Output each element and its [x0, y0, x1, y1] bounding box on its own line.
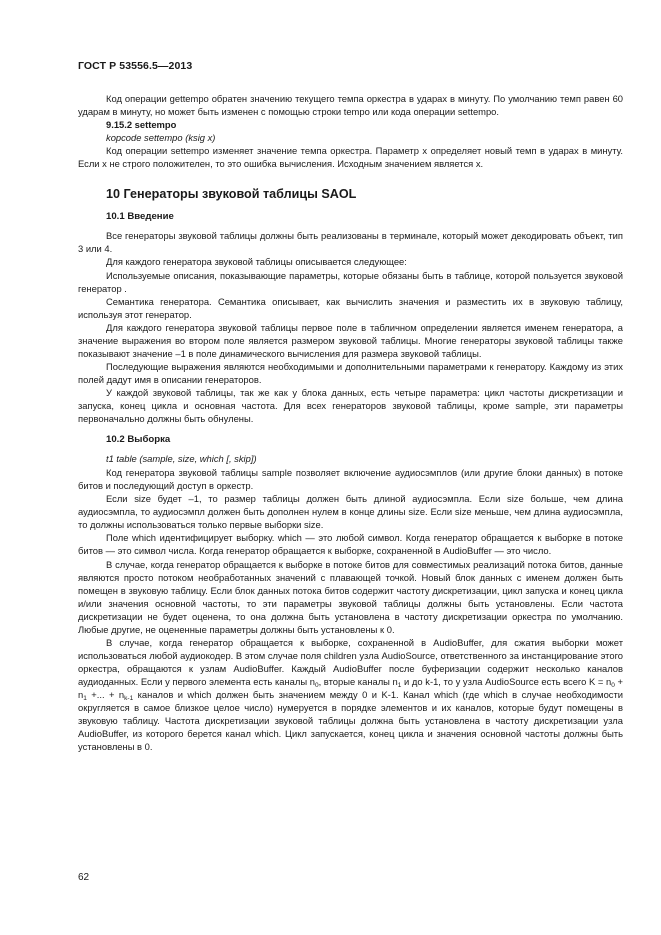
document-header: ГОСТ Р 53556.5—2013 [78, 60, 193, 72]
text-run: +... + n [86, 688, 125, 700]
paragraph: Для каждого генератора звуковой таблицы описывается следующее: [106, 256, 407, 268]
paragraph: Если size будет –1, то размер таблицы должен быть длиной аудиосэмпла. Если size больше, чем длина аудиосэмпла, то аудиосэмпл должен быть дополнен нулем в конце длины size. Если size меньше, чем длина аудиосэмпла, то должны использоваться только первые выборки size. [78, 493, 623, 531]
paragraph-gettempo: Код операции gettempo обратен значению текущего темпа оркестра в ударах в минуту. По умолчанию темп равен 60 ударам в минуту, но может быть изменен с помощью строки tempo или кода операции settempo. [78, 93, 623, 118]
text-run: , вторые каналы n [318, 675, 398, 687]
paragraph: Поле which идентифицирует выборку. which — это любой символ. Когда генератор обращается к выборке в потоке битов — это символ числа. Когда генератор обращается к выборке, сохраненной в AudioBuffer — это число. [78, 532, 623, 557]
subscript: 1 [83, 694, 87, 702]
page-number: 62 [78, 872, 90, 883]
subsection-heading-10-1: 10.1 Введение [106, 211, 174, 223]
paragraph: Все генераторы звуковой таблицы должны быть реализованы в терминале, который может декодировать объект, тип 3 или 4. [78, 230, 623, 255]
paragraph-audiobuffer [78, 636, 623, 753]
text-run: каналов и which должен быть значением между 0 и K-1. Канал which (где which в случае необходимости округляется в самое близкое целое число) нумеруется в порядке элементов и их каналов, которые будут помещены в звуковую таблицу. Частота дискретизации звуковой таблицы должна быть установлена в частоту дискретизации узла AudioBuffer, из которого берется канал which. Цикл запускается, конец цикла и значения основной частоты должны быть установлены в 0. [78, 688, 623, 753]
subscript: k-1 [124, 694, 134, 702]
document-body [78, 92, 623, 753]
section-heading-10: 10 Генераторы звуковой таблицы SAOL [106, 187, 357, 202]
paragraph: У каждой звуковой таблицы, так же как у блока данных, есть четыре параметра: цикл частоты дискретизации и запуска, конец цикла и основная частота. Для всех генераторов звуковой таблицы, кроме sample, эти параметры первоначально должны быть обнулены. [78, 386, 623, 425]
subscript: 1 [397, 681, 402, 689]
paragraph: Семантика генератора. Семантика описывает, как вычислить значения и разместить их в звуковую таблицу, используя этот генератор. [78, 295, 623, 320]
opcode-signature: kopcode settempo (ksig x) [106, 132, 216, 144]
subscript: 0 [314, 681, 319, 689]
subscript: 0 [611, 681, 615, 689]
paragraph-settempo: Код операции settempo изменяет значение темпа оркестра. Параметр x определяет новый темп в ударах в минуту. Если x не строго положителен, то это ошибка вычисления. Исходным значением является x. [78, 145, 623, 170]
paragraph: Для каждого генератора звуковой таблицы первое поле в табличном определении является именем генератора, а значение выражения во втором поле является размером звуковой таблицы. Многие генераторы звуковой таблицы также показывают значение –1 в поле динамического вычисления для размера звуковой таблицы. [78, 321, 623, 359]
paragraph: В случае, когда генератор обращается к выборке в потоке битов для совместимых реализаций потока битов, данные являются просто потоком необработанных значений с плавающей точкой. Новый блок данных с именем должен быть помещен в звуковую таблицу. Если блок данных потока битов содержит частоту дискретизации, цикл запуска и конец цикла и/или значения основной частоты, то эти параметры звуковой таблицы должны быть установлены. Если частота дискретизации не будет оценена, то она должна быть установлена в частоту дискретизации оркестра по умолчанию. Любые другие, не оцененные параметры должны быть установлены к 0. [78, 558, 623, 635]
paragraph: Последующие выражения являются необходимыми и дополнительными параметрами к генератору. Каждому из этих полей дадут имя в описании генераторов. [78, 360, 623, 385]
paragraph: Используемые описания, показывающие параметры, которые обязаны быть в таблице, которой пользуется звуковой генератор . [78, 269, 623, 294]
subsection-heading-10-2: 10.2 Выборка [106, 434, 171, 446]
table-signature: t1 table (sample, size, which [, skip]) [106, 453, 257, 465]
paragraph: Код генератора звуковой таблицы sample позволяет включение аудиосэмплов (или другие блоки данных) в потоке битов и последующий доступ в оркестр. [78, 467, 623, 492]
subsection-heading-9-15-2: 9.15.2 settempo [106, 119, 177, 131]
text-run: + n [78, 675, 623, 700]
text-run: В случае, когда генератор обращается к выборке, сохраненной в AudioBuffer, для сжатия выборки может использоваться любой аудиокодер. В этом случае поля children узла AudioSource, ответственного за инстанцирование этого оркестра, обращаются к узлам AudioBuffer. Каждый AudioBuffer после буферизации содержит несколько каналов аудиоданных. Если у первого элемента есть каналы n [78, 636, 623, 687]
text-run: и до k-1, то у узла AudioSource есть всего K = n [401, 675, 612, 687]
